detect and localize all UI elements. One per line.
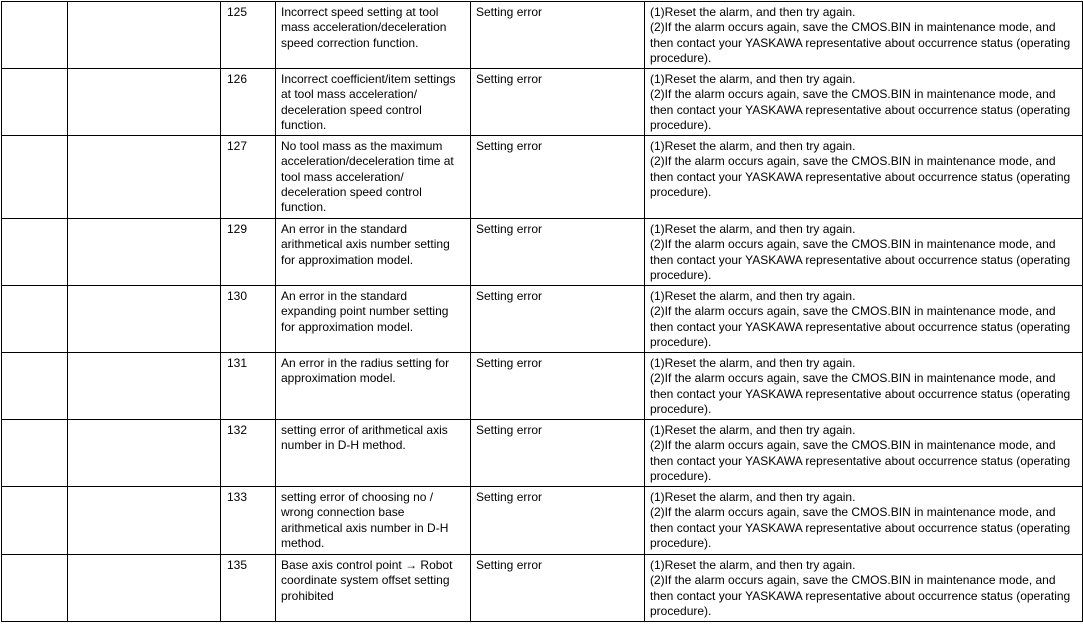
remedy-cell bbox=[645, 219, 1083, 286]
cause-cell bbox=[471, 136, 645, 219]
meaning-cell bbox=[276, 353, 471, 420]
cause-text: Setting error bbox=[476, 72, 543, 86]
cause-text: Setting error bbox=[476, 222, 543, 236]
remedy-step: (1)Reset the alarm, and then try again. bbox=[650, 289, 856, 303]
remedy-cell bbox=[645, 286, 1083, 353]
meaning-text: An error in the standard arithmetical axis number setting for approximation model. bbox=[281, 222, 450, 267]
meaning-text: An error in the standard expanding point number setting for approximation model. bbox=[281, 289, 449, 334]
alarm-code-cell bbox=[2, 2, 68, 69]
remedy-cell bbox=[645, 555, 1083, 622]
meaning-cell bbox=[276, 555, 471, 622]
cause-text: Setting error bbox=[476, 356, 543, 370]
remedy-step: (1)Reset the alarm, and then try again. bbox=[650, 356, 856, 370]
meaning-text: Base axis control point → Robot coordinate system offset setting prohibited bbox=[281, 558, 453, 603]
remedy-step: (2)If the alarm occurs again, save the CMOS.BIN in maintenance mode, and then contact your YASKAWA representative about occurrence status (operating procedure). bbox=[650, 87, 1071, 132]
meaning-text: Incorrect coefficient/item settings at tool mass acceleration/ deceleration speed control function. bbox=[281, 72, 456, 132]
table-row bbox=[2, 136, 1083, 219]
table-row bbox=[2, 286, 1083, 353]
sub-code: 131 bbox=[227, 356, 248, 370]
cause-cell bbox=[471, 2, 645, 69]
remedy-cell bbox=[645, 136, 1083, 219]
sub-code: 127 bbox=[227, 139, 248, 153]
sub-code: 126 bbox=[227, 72, 248, 86]
remedy-step: (2)If the alarm occurs again, save the CMOS.BIN in maintenance mode, and then contact your YASKAWA representative about occurrence status (operating procedure). bbox=[650, 573, 1071, 618]
alarm-code-cell bbox=[2, 219, 68, 286]
alarm-name-cell bbox=[68, 2, 221, 69]
cause-cell bbox=[471, 69, 645, 136]
alarm-code-cell bbox=[2, 353, 68, 420]
alarm-name-cell bbox=[68, 136, 221, 219]
cause-cell bbox=[471, 286, 645, 353]
alarm-name-cell bbox=[68, 420, 221, 487]
sub-code-cell bbox=[221, 2, 276, 69]
alarm-name-cell bbox=[68, 69, 221, 136]
remedy-step: (1)Reset the alarm, and then try again. bbox=[650, 72, 856, 86]
table-row bbox=[2, 555, 1083, 622]
remedy-step: (1)Reset the alarm, and then try again. bbox=[650, 490, 856, 504]
remedy-step: (1)Reset the alarm, and then try again. bbox=[650, 139, 856, 153]
alarm-code-cell bbox=[2, 69, 68, 136]
alarm-code-cell bbox=[2, 420, 68, 487]
sub-code: 133 bbox=[227, 490, 248, 504]
remedy-step: (1)Reset the alarm, and then try again. bbox=[650, 222, 856, 236]
cause-text: Setting error bbox=[476, 139, 543, 153]
meaning-text: setting error of arithmetical axis number in D-H method. bbox=[281, 423, 448, 453]
sub-code-cell bbox=[221, 286, 276, 353]
remedy-step: (1)Reset the alarm, and then try again. bbox=[650, 558, 856, 572]
remedy-step: (2)If the alarm occurs again, save the CMOS.BIN in maintenance mode, and then contact your YASKAWA representative about occurrence status (operating procedure). bbox=[650, 371, 1071, 416]
meaning-text: Incorrect speed setting at tool mass acceleration/deceleration speed correction function. bbox=[281, 5, 447, 50]
table-row bbox=[2, 420, 1083, 487]
table-row bbox=[2, 487, 1083, 555]
remedy-step: (1)Reset the alarm, and then try again. bbox=[650, 5, 856, 19]
sub-code: 132 bbox=[227, 423, 248, 437]
sub-code-cell bbox=[221, 555, 276, 622]
meaning-cell bbox=[276, 2, 471, 69]
cause-cell bbox=[471, 420, 645, 487]
cause-cell bbox=[471, 487, 645, 555]
sub-code-cell bbox=[221, 487, 276, 555]
sub-code: 130 bbox=[227, 289, 248, 303]
remedy-cell bbox=[645, 420, 1083, 487]
alarm-name-cell bbox=[68, 487, 221, 555]
sub-code: 125 bbox=[227, 5, 248, 19]
table-row bbox=[2, 2, 1083, 69]
meaning-cell bbox=[276, 69, 471, 136]
alarm-code-cell bbox=[2, 555, 68, 622]
remedy-step: (2)If the alarm occurs again, save the CMOS.BIN in maintenance mode, and then contact your YASKAWA representative about occurrence status (operating procedure). bbox=[650, 154, 1071, 199]
sub-code-cell bbox=[221, 219, 276, 286]
alarm-name-cell bbox=[68, 555, 221, 622]
cause-text: Setting error bbox=[476, 423, 543, 437]
remedy-step: (2)If the alarm occurs again, save the CMOS.BIN in maintenance mode, and then contact your YASKAWA representative about occurrence status (operating procedure). bbox=[650, 438, 1071, 483]
alarm-table bbox=[1, 1, 1083, 622]
alarm-table-body bbox=[2, 2, 1083, 622]
table-row bbox=[2, 219, 1083, 286]
meaning-text: An error in the radius setting for approximation model. bbox=[281, 356, 450, 386]
meaning-cell bbox=[276, 420, 471, 487]
sub-code-cell bbox=[221, 420, 276, 487]
alarm-name-cell bbox=[68, 353, 221, 420]
alarm-code-cell bbox=[2, 286, 68, 353]
alarm-name-cell bbox=[68, 286, 221, 353]
meaning-text: setting error of choosing no / wrong connection base arithmetical axis number in D-H method. bbox=[281, 490, 449, 550]
remedy-cell bbox=[645, 2, 1083, 69]
remedy-step: (1)Reset the alarm, and then try again. bbox=[650, 423, 856, 437]
sub-code-cell bbox=[221, 353, 276, 420]
remedy-step: (2)If the alarm occurs again, save the CMOS.BIN in maintenance mode, and then contact your YASKAWA representative about occurrence status (operating procedure). bbox=[650, 237, 1071, 282]
meaning-cell bbox=[276, 136, 471, 219]
sub-code-cell bbox=[221, 69, 276, 136]
remedy-cell bbox=[645, 69, 1083, 136]
cause-cell bbox=[471, 219, 645, 286]
remedy-step: (2)If the alarm occurs again, save the CMOS.BIN in maintenance mode, and then contact your YASKAWA representative about occurrence status (operating procedure). bbox=[650, 20, 1071, 65]
meaning-text: No tool mass as the maximum acceleration/deceleration time at tool mass acceleration/ deceleration speed control function. bbox=[281, 139, 454, 215]
meaning-cell bbox=[276, 487, 471, 555]
alarm-name-cell bbox=[68, 219, 221, 286]
meaning-cell bbox=[276, 286, 471, 353]
cause-cell bbox=[471, 555, 645, 622]
table-row bbox=[2, 353, 1083, 420]
remedy-cell bbox=[645, 353, 1083, 420]
cause-cell bbox=[471, 353, 645, 420]
meaning-cell bbox=[276, 219, 471, 286]
cause-text: Setting error bbox=[476, 5, 543, 19]
sub-code: 135 bbox=[227, 558, 248, 572]
table-row bbox=[2, 69, 1083, 136]
alarm-code-cell bbox=[2, 136, 68, 219]
remedy-cell bbox=[645, 487, 1083, 555]
alarm-code-cell bbox=[2, 487, 68, 555]
cause-text: Setting error bbox=[476, 558, 543, 572]
remedy-step: (2)If the alarm occurs again, save the CMOS.BIN in maintenance mode, and then contact your YASKAWA representative about occurrence status (operating procedure). bbox=[650, 505, 1071, 550]
sub-code-cell bbox=[221, 136, 276, 219]
remedy-step: (2)If the alarm occurs again, save the CMOS.BIN in maintenance mode, and then contact your YASKAWA representative about occurrence status (operating procedure). bbox=[650, 304, 1071, 349]
cause-text: Setting error bbox=[476, 490, 543, 504]
cause-text: Setting error bbox=[476, 289, 543, 303]
sub-code: 129 bbox=[227, 222, 248, 236]
